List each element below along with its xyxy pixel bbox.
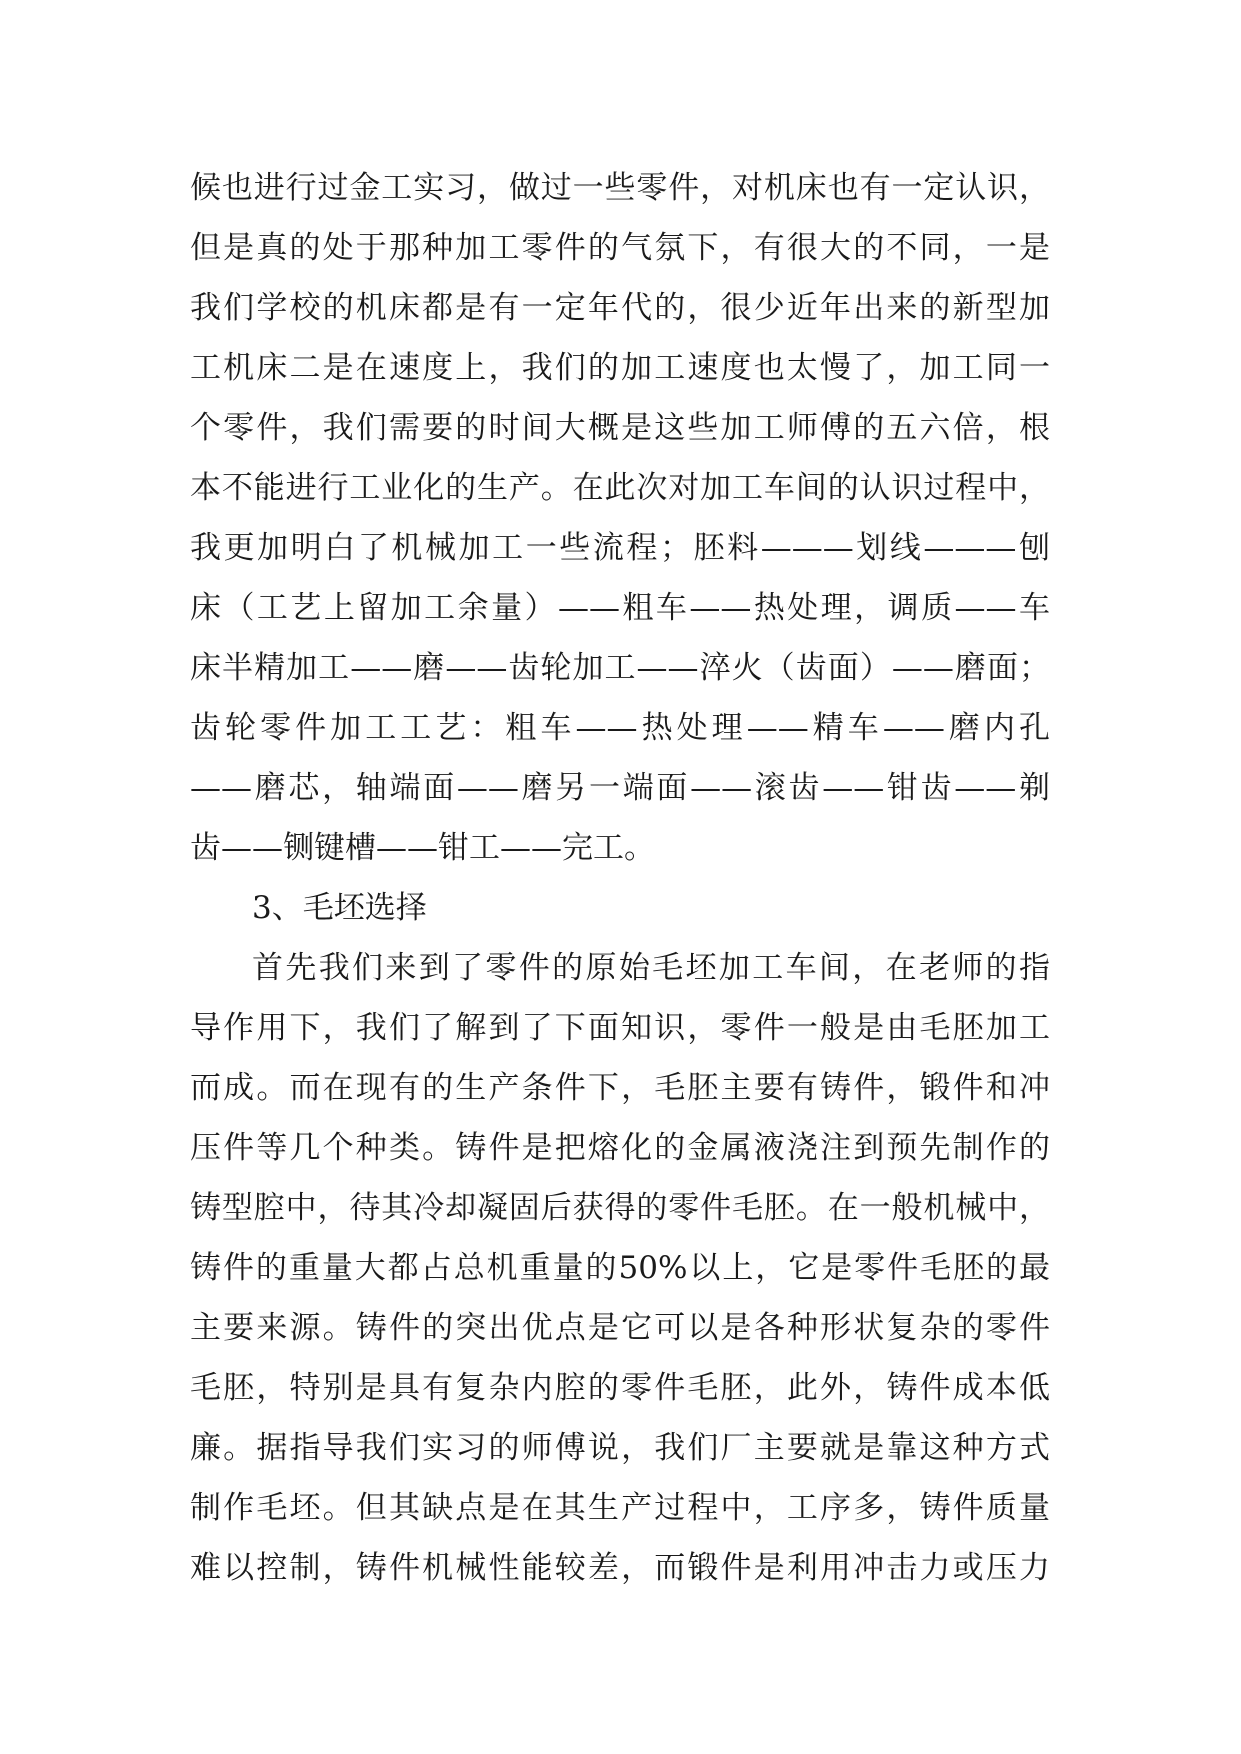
paragraph-line: 工机床二是在速度上，我们的加工速度也太慢了，加工同一	[190, 350, 1050, 386]
paragraph-line: 我们学校的机床都是有一定年代的，很少近年出来的新型加	[190, 290, 1050, 326]
paragraph-line: 个零件，我们需要的时间大概是这些加工师傅的五六倍，根	[190, 410, 1050, 446]
paragraph-line: 毛胚，特别是具有复杂内腔的零件毛胚，此外，铸件成本低	[190, 1370, 1050, 1406]
paragraph-line: 齿——铡键槽——钳工——完工。	[190, 830, 655, 866]
paragraph-line: 候也进行过金工实习，做过一些零件，对机床也有一定认识，	[190, 170, 1050, 206]
paragraph-line: 廉。据指导我们实习的师傅说，我们厂主要就是靠这种方式	[190, 1430, 1050, 1466]
paragraph-line: 床半精加工——磨——齿轮加工——淬火（齿面）——磨面；	[190, 650, 1050, 686]
paragraph-line: 压件等几个种类。铸件是把熔化的金属液浇注到预先制作的	[190, 1130, 1050, 1166]
paragraph-line: 而成。而在现有的生产条件下，毛胚主要有铸件，锻件和冲	[190, 1070, 1050, 1106]
paragraph-line: 铸型腔中，待其冷却凝固后获得的零件毛胚。在一般机械中，	[190, 1190, 1050, 1226]
paragraph-line: 床（工艺上留加工余量）——粗车——热处理，调质——车	[190, 590, 1050, 626]
paragraph-line: 难以控制，铸件机械性能较差，而锻件是利用冲击力或压力	[190, 1550, 1050, 1586]
section-heading: 3、毛坯选择	[252, 890, 427, 926]
paragraph-line: 首先我们来到了零件的原始毛坯加工车间，在老师的指	[252, 950, 1050, 986]
paragraph-line: 制作毛坯。但其缺点是在其生产过程中，工序多，铸件质量	[190, 1490, 1050, 1526]
paragraph-line: 但是真的处于那种加工零件的气氛下，有很大的不同，一是	[190, 230, 1050, 266]
paragraph-line: 导作用下，我们了解到了下面知识，零件一般是由毛胚加工	[190, 1010, 1050, 1046]
paragraph-line: ——磨芯，轴端面——磨另一端面——滚齿——钳齿——剃	[190, 770, 1050, 806]
body-text	[190, 158, 1050, 1598]
paragraph-line: 铸件的重量大都占总机重量的50%以上，它是零件毛胚的最	[190, 1250, 1050, 1286]
paragraph-line: 我更加明白了机械加工一些流程；胚料———划线———刨	[190, 530, 1050, 566]
paragraph-line: 本不能进行工业化的生产。在此次对加工车间的认识过程中，	[190, 470, 1050, 506]
paragraph-line: 齿轮零件加工工艺：粗车——热处理——精车——磨内孔	[190, 710, 1050, 746]
paragraph-line: 主要来源。铸件的突出优点是它可以是各种形状复杂的零件	[190, 1310, 1050, 1346]
